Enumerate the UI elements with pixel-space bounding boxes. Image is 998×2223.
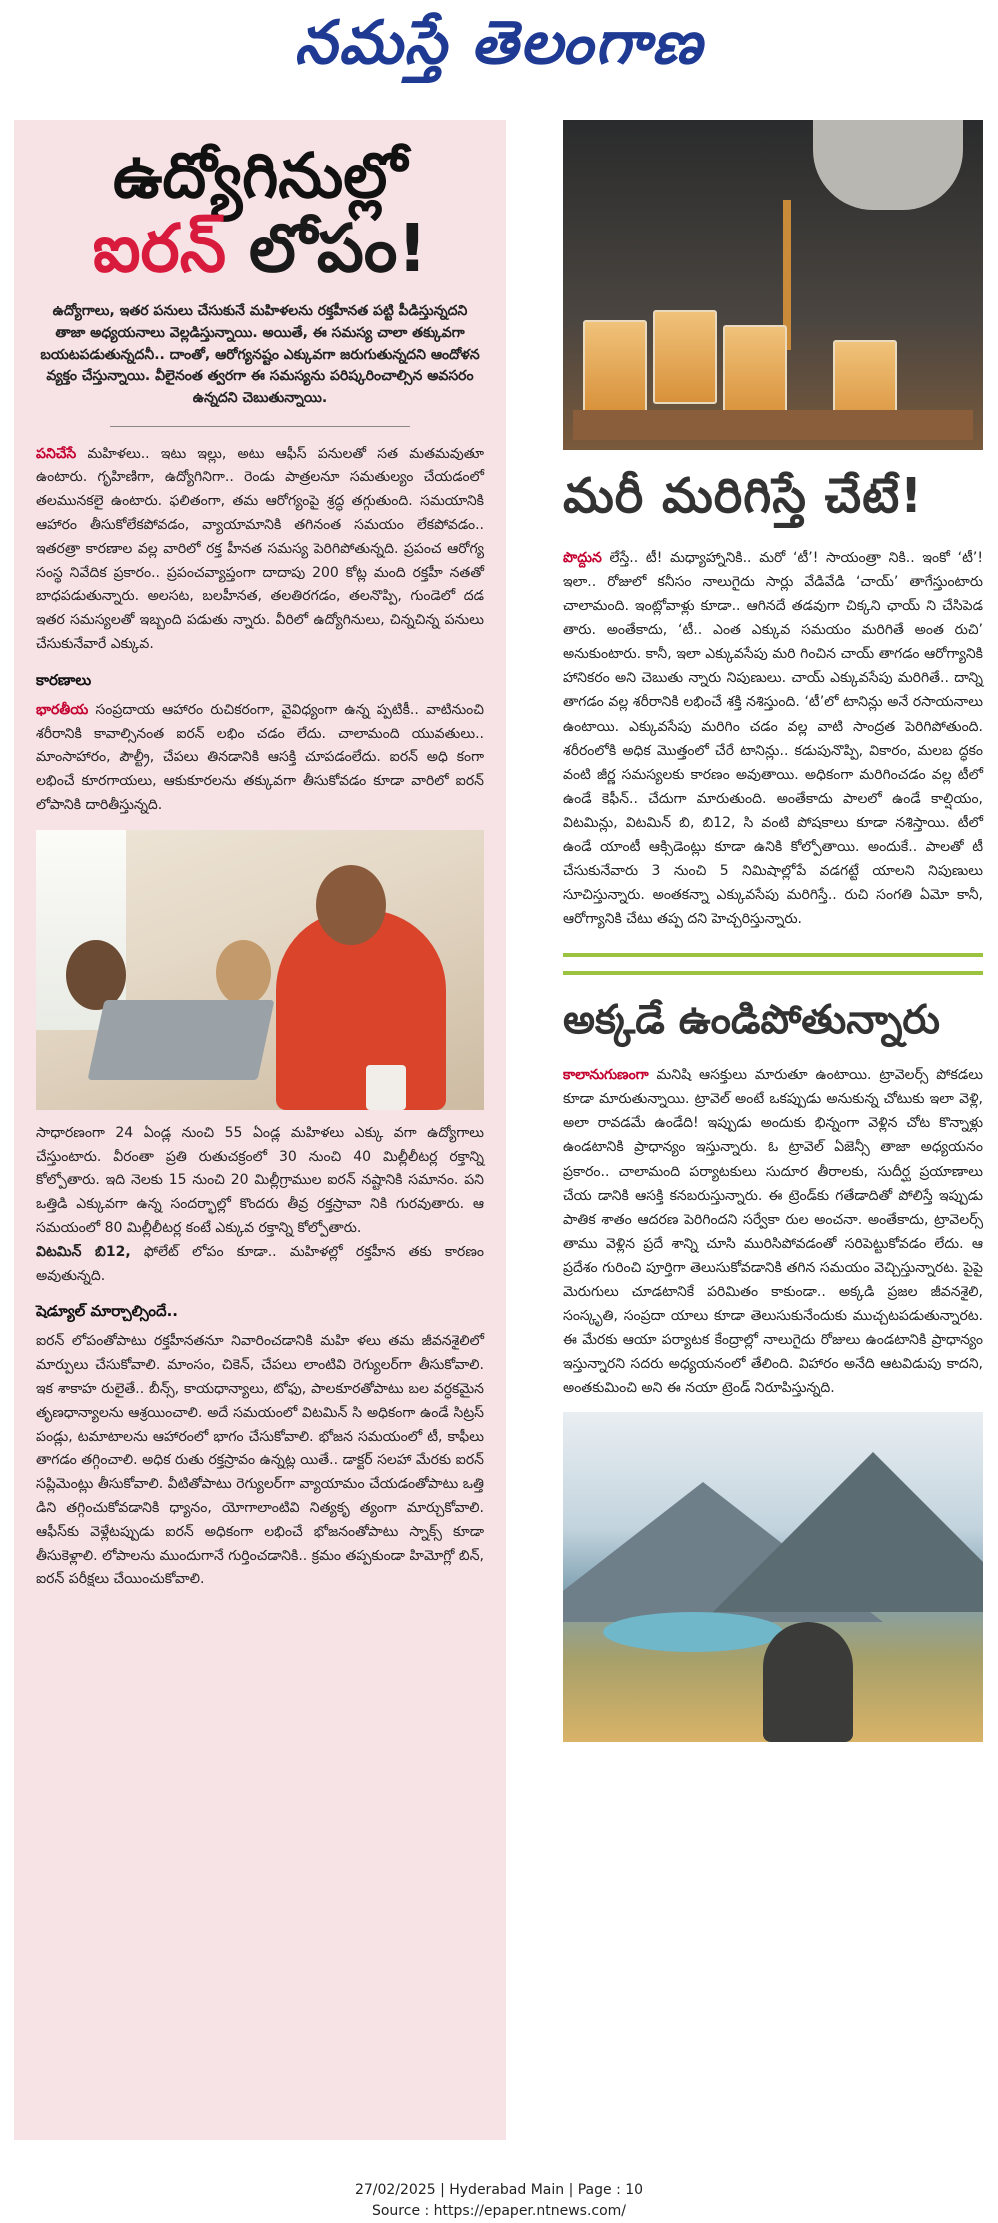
tea-glass — [723, 325, 787, 419]
lead-word: కాలానుగుణంగా — [563, 1067, 649, 1084]
article-iron-deficiency — [14, 120, 506, 2140]
lead-word: భారతీయ — [36, 701, 89, 718]
lake — [603, 1612, 783, 1652]
headline-rest: లోపం! — [226, 210, 428, 288]
person-figure — [763, 1622, 853, 1742]
woman-head — [316, 865, 386, 945]
tea-paragraph — [563, 546, 983, 931]
masthead-logo: నమస్తే తెలంగాణ — [294, 8, 704, 78]
travel-headline: అక్కడే ఉండిపోతున్నారు — [563, 997, 940, 1044]
right-column — [563, 120, 983, 1742]
paragraph-1 — [36, 443, 484, 657]
paragraph-text: లేస్తే.. టీ! మధ్యాహ్నానికి.. మరో ‘టీ’! సాయంత్రా నికి.. ఇంకో ‘టీ’! ఇలా.. రోజులో కనీసం నాలుగైదు సార్లు వేడివేడి ‘చాయ్’ తాగేస్తుంటారు చాలామంది. ఇంట్లోవాళ్లు కూడా.. ఆగినదే తడవుగా చిక్కని ఛాయ్‌ ని చేసిపెడ తారు. అంతేకాదు, ‘టీ.. ఎంత ఎక్కువ సమయం మరిగితే అంత రుచి’ అనుకుంటారు. కానీ, ఇలా ఎక్కువసేపు మరి గించిన చాయ్ తాగడం ఆరోగ్యానికి హానికరం అని చెబుతు న్నారు నిపుణులు. చాయ్ ఎక్కువసేపు మరిగితే.. దాన్ని తాగడం వల్ల శరీరానికి లభించే శక్తి నశిస్తుంది. ‘టీ’లో టానిన్లు అనే రసాయనాలు ఉంటాయి. ఎక్కువసేపు మరిగిం చడం వల్ల వాటి సాంద్రత పెరిగిపోతుంది. శరీరంలోకి అధిక మొత్తంలో చేరే టానిన్లు.. కడుపునొప్పి, వికారం, మలబ ద్ధకం వంటి జీర్ణ సమస్యలకు కారణం అవుతాయి. అధికంగా మరిగించడం వల్ల టీలో ఉండే కెఫీన్.. చేదుగా మారుతుంది. అంతేకాదు పాలలో ఉండే కాల్షియం, విటమిన్లు, విటమిన్ బి, బి12, సి వంటి పోషకాలు కూడా నశిస్తాయి. టీలో ఉండే యాంటీ ఆక్సిడెంట్లు కూడా ఉనికి కోల్పోతాయి. అందుకే.. పాలతో టీ చేసుకునేవారు 3 నుంచి 5 నిమిషాల్లోపే వడగట్టే యాలని నిపుణులు సూచిస్తున్నారు. అంతకన్నా ఎక్కువసేపు మరిగిస్తే.. రుచి సంగతి ఏమో కానీ, ఆరోగ్యానికి చేటు తప్ప దని హెచ్చరిస్తున్నారు. — [563, 550, 983, 928]
article-headline — [14, 140, 506, 287]
lead-word: సాధారణంగా — [36, 1124, 105, 1141]
lead-word: పనిచేసే — [36, 445, 77, 462]
paragraph-text: ఫోలేట్ లోపం కూడా.. మహిళల్లో రక్తహీన తకు కారణం అవుతున్నది. — [36, 1243, 484, 1284]
photo-mountain-traveler — [563, 1412, 983, 1742]
masthead — [0, 0, 998, 90]
paragraph-text: మనిషి ఆసక్తులు మారుతూ ఉంటాయి. ట్రావెలర్స్ పోకడలు కూడా మారుతున్నాయి. ట్రావెల్ అంటే ఒకప్పుడు అనుకున్న చోటుకు ఇలా వెళ్లి, అలా రావడమే ఉండేది! ఇప్పుడు అందుకు భిన్నంగా వెళ్లిన చోట కొన్నాళ్లు ఉండటానికి ప్రాధాన్యం ఇస్తున్నారు. ఓ ట్రావెల్ ఏజెన్సీ తాజా అధ్యయనం ప్రకారం.. చాలామంది పర్యాటకులు సుదూర తీరాలకు, సుదీర్ఘ ప్రయాణాలు చేయ డానికి ఆసక్తి కనబరుస్తున్నారు. ఈ ట్రెండ్‌కు గతేడాదితో పోలిస్తే ఇప్పుడు పాతిక శాతం ఆదరణ పెరిగిందని సర్వేకా రుల అంచనా. అంతేకాదు, ట్రావెలర్స్ తాము వెళ్లిన ప్రదే శాన్ని చూసి మురిసిపోవడంతో సరిపెట్టుకోవడం లేదు. ఆ ప్రదేశం గురించి పూర్తిగా తెలుసుకోవడానికి తగిన సమయం వెచ్చిస్తున్నారట. పైపై మెరుగులు చూడటానికే పరిమితం కాకుండా.. అక్కడి ప్రజల జీవనశైలి, సంస్కృతి, సంప్రదా యాలు కూడా తెలుసుకునేందుకు ముచ్చటపడుతున్నారట. ఈ మేరకు ఆయా పర్యాటక కేంద్రాల్లో నాలుగైదు రోజులు ఉండటానికి ప్రాధాన్యం ఇస్తున్నారని సదరు అధ్యయనంలో తేలింది. విహారం అనేది ఆటవిడుపు కాదని, అంతకుమించి అని ఈ నయా ట్రెండ్ నిరూపిస్తున్నది. — [563, 1067, 983, 1397]
mountain — [713, 1452, 983, 1612]
page-footer — [0, 2180, 998, 2222]
paragraph-3 — [36, 1122, 484, 1241]
paragraph-text: సంప్రదాయ ఆహారం రుచికరంగా, వైవిధ్యంగా ఉన్న ప్పటికీ.. వాటినుంచి శరీరానికి కావాల్సినంత ఐరన్ లభిం చడం లేదు. చాలామంది యువతులు.. మాంసాహారం, పౌల్ట్రీ, చేపలు తినడానికి ఆసక్తి చూపడంలేదు. ఐరన్ అధి కంగా లభించే కూరగాయలు, ఆకుకూరలను తక్కువగా తీసుకోవడం కూడా వారిలో ఐరన్ లోపానికి దారితీస్తున్నది. — [36, 701, 484, 813]
divider — [110, 426, 410, 427]
travel-paragraph — [563, 1063, 983, 1400]
subheading-schedule: షెడ్యూల్ మార్చాల్సిందే.. — [36, 1302, 178, 1321]
article-intro: ఉద్యోగాలు, ఇతర పనులు చేసుకునే మహిళలను రక్తహీనత పట్టి పీడిస్తున్నదని తాజా అధ్యయనాలు వెల్లడిస్తున్నాయి. అయితే, ఈ సమస్య చాలా తక్కువగా బయటపడుతున్నదనీ.. దాంతో, ఆరోగ్యనష్టం ఎక్కువగా జరుగుతున్నదని ఆందోళన వ్యక్తం చేస్తున్నాయి. వీలైనంత త్వరగా ఈ సమస్యను పరిష్కరించాల్సిన అవసరం ఉన్నదని చెబుతున్నాయి. — [40, 303, 480, 406]
headline-highlight: ఐరన్ — [92, 210, 227, 288]
photo-working-mother — [36, 830, 484, 1110]
laptop — [87, 1000, 274, 1080]
tea-glass — [583, 320, 647, 414]
headline-line2 — [14, 211, 506, 287]
headline-line1: ఉద్యోగినుల్లో — [112, 139, 408, 212]
paragraph-2 — [36, 699, 484, 818]
paragraph-5: ఐరన్ లోపంతోపాటు రక్తహీనతనూ నివారించడానికి మహి ళలు తమ జీవనశైలిలో మార్పులు చేసుకోవాలి. మాంసం, చికెన్, చేపలు లాంటివి రెగ్యులర్‌గా తీసుకోవాలి. ఇక శాకాహ రులైతే.. బీన్స్, కాయధాన్యాలు, టోఫు, పాలకూరతోపాటు బల వర్ధకమైన తృణధాన్యాలను ఆశ్రయించాలి. అదే సమయంలో విటమిన్ సి అధికంగా ఉండే సిట్రస్ పండ్లు, టమాటాలను ఆహారంలో భాగం చేసుకోవాలి. భోజన సమయంలో టీ, కాఫీలు తాగడం తగ్గించాలి. అధిక రుతు రక్తస్రావం ఉన్నట్ల యితే.. డాక్టర్ సలహా మేరకు ఐరన్ సప్లిమెంట్లు తీసుకోవాలి. వీటితోపాటు రెగ్యులర్‌గా వ్యాయామం చేయడంతోపాటు ఒత్తి డిని తగ్గించుకోవడానికి ధ్యానం, యోగాలాంటివి నిత్యకృ త్యంగా మార్చుకోవాలి. ఆఫీస్‌కు వెళ్లేటప్పుడు ఐరన్ అధికంగా లభించే భోజనంతోపాటు స్నాక్స్ కూడా తీసుకెళ్లాలి. లోపాలను ముందుగానే గుర్తించడానికి.. క్రమం తప్పకుండా హిమోగ్లో బిన్, ఐరన్ పరీక్షలు చేయించుకోవాలి. — [36, 1333, 484, 1588]
divider — [563, 953, 983, 975]
coffee-cup — [366, 1065, 406, 1110]
paragraph-text: మహిళలు.. ఇటు ఇల్లు, అటు ఆఫీస్ పనులతో సత మతమవుతూ ఉంటారు. గృహిణిగా, ఉద్యోగినిగా.. రెండు పాత్రలనూ సమతుల్యం చేయడంలో తలమునకలై ఉంటారు. ఫలితంగా, తమ ఆరోగ్యంపై శ్రద్ధ తగ్గుతుంది. సమయానికి ఆహారం తీసుకోలేకపోవడం, వ్యాయామానికి తగినంత సమయం లేకపోవడం.. ఇతరత్రా కారణాల వల్ల వారిలో రక్త హీనత సమస్య పెరిగిపోతున్నది. ప్రపంచ ఆరోగ్య సంస్థ నివేదిక ప్రకారం.. ప్రపంచవ్యాప్తంగా దాదాపు 200 కోట్ల మంది రక్తహీ నతతో బాధపడుతున్నారు. అలసట, బలహీనత, తలతిరగడం, తలనొప్పి, గుండెలో దడ ఇతర సమస్యలతో ఇబ్బంది పడుతు న్నారు. వీరిలో ఉద్యోగినులు, చిన్నచిన్న పనులు చేసుకునేవారే ఎక్కువ. — [36, 445, 484, 652]
paragraph-4 — [36, 1241, 484, 1289]
kettle — [813, 120, 963, 210]
lead-word: పొద్దున — [563, 550, 602, 566]
footer-date-edition: 27/02/2025 | Hyderabad Main | Page : 10 — [354, 2182, 644, 2198]
paragraph-text: 24 ఏండ్ల నుంచి 55 ఏండ్ల మహిళలు ఎక్కు వగా ఉద్యోగాలు చేస్తుంటారు. వీరంతా ప్రతి రుతుచక్రంలో 30 నుంచి 40 మిల్లీలీటర్ల రక్తాన్ని కోల్పోతారు. ఇది నెలకు 15 నుంచి 20 మిల్లీగ్రాముల ఐరన్ నష్టానికి సమానం. పని ఒత్తిడి ఎక్కువగా ఉన్న సందర్భాల్లో కొందరు తీవ్ర రక్తస్రావా నికి గురవుతారు. ఆ సమయంలో 80 మిల్లీలీటర్ల కంటే ఎక్కువ రక్తాన్ని కోల్పోతారు. — [36, 1124, 484, 1236]
photo-tea-glasses — [563, 120, 983, 450]
subheading-causes: కారణాలు — [36, 670, 92, 689]
child-figure — [216, 940, 271, 1005]
lead-word: విటమిన్ బి12, — [36, 1243, 131, 1260]
footer-source: Source : https://epaper.ntnews.com/ — [371, 2203, 627, 2219]
wooden-board — [573, 410, 973, 440]
tea-glass — [653, 310, 717, 404]
tea-headline: మరీ మరిగిస్తే చేటే! — [563, 468, 924, 524]
